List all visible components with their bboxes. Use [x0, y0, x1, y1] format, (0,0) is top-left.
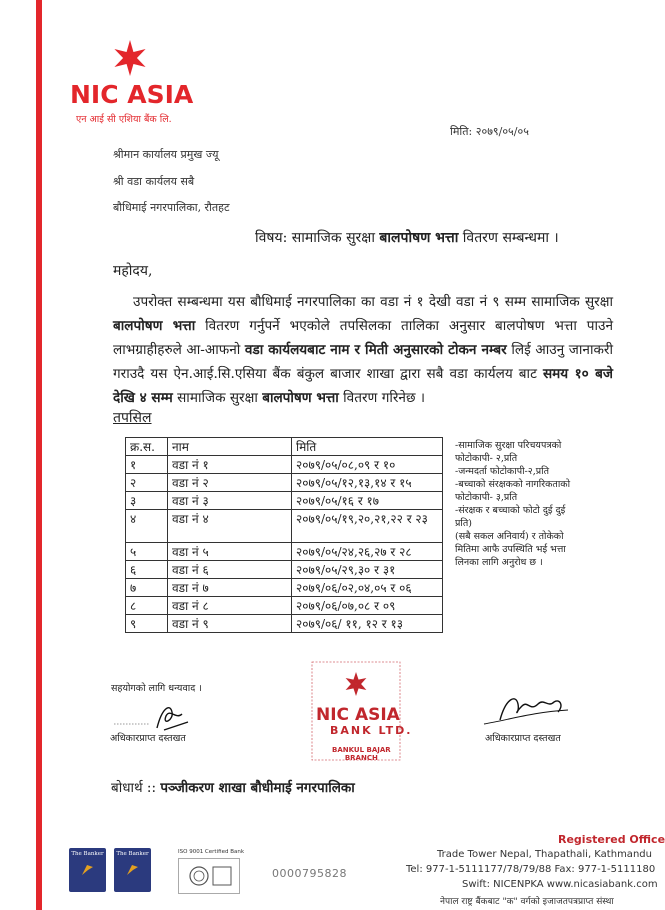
table-row	[126, 474, 443, 492]
right-signature-icon	[478, 690, 578, 732]
cell-name: वडा नं ८	[168, 597, 292, 615]
cell-name: वडा नं ७	[168, 579, 292, 597]
body-bold-4: बालपोषण भत्ता	[262, 390, 339, 406]
logo-name: NIC ASIA	[70, 80, 194, 109]
cell-date: २०७९/०५/२४,२६,२७ र २८	[292, 543, 443, 561]
award-trophy-icon	[80, 862, 95, 877]
cell-date: २०७९/०६/०७,०८ र ०९	[292, 597, 443, 615]
cell-sn: २	[126, 474, 168, 492]
award-trophy-icon	[125, 862, 140, 877]
stamp-bank-ltd: BANK LTD.	[330, 724, 413, 737]
red-margin-bar	[36, 0, 42, 910]
note-item: (सबै सकल अनिवार्य) र तोकेको मितिमा आफै उपस्थिति भई भत्ता लिनका लागि अनुरोध छ ।	[455, 531, 566, 568]
cell-sn: ६	[126, 561, 168, 579]
reg-phone: Tel: 977-1-5111177/78/79/88 Fax: 977-1-5111180	[406, 864, 656, 875]
letter-date: मिति: २०७९/०५/०५	[450, 125, 529, 138]
note-item: -जन्मदर्ता फोटोकापी-२,प्रति	[455, 466, 549, 477]
table-row	[126, 510, 443, 543]
banker-award-badge-2	[114, 848, 151, 892]
cell-sn: १	[126, 456, 168, 474]
logo-star-icon	[110, 38, 150, 78]
bodhartha-line	[111, 778, 355, 796]
stamp-branch-line-2: BRANCH	[344, 754, 378, 762]
cell-name: वडा नं १	[168, 456, 292, 474]
cell-sn: ५	[126, 543, 168, 561]
cell-sn: ७	[126, 579, 168, 597]
recipient-line-3: बौधिमाई नगरपालिका, रौतहट	[113, 201, 230, 214]
cell-date: २०७९/०५/१९,२०,२१,२२ र २३	[292, 510, 443, 543]
bodhartha-prefix: बोधार्थ ::	[111, 780, 157, 796]
recipient-line-2: श्री वडा कार्यलय सबै	[113, 175, 195, 188]
note-item: -संरक्षक र बच्चाको फोटो दुई दुई प्रति)	[455, 505, 566, 529]
subject-suffix: वितरण सम्बन्धमा ।	[462, 230, 559, 246]
body-text-3: लिई आउनु जानाकरी गराउदै यस ऐन.आई.सि.एसिया बैंक बंकुल बाजार शाखा द्वारा सबै वडा कार्यलय बाट	[113, 342, 613, 382]
stamp-branch-line-1: BANKUL BAJAR	[332, 746, 391, 754]
stamp-bank-name: NIC ASIA	[316, 705, 400, 725]
iso-certification-icon	[178, 858, 240, 894]
body-text-1: उपरोक्त सम्बन्धमा यस बौधिमाई नगरपालिका का वडा नं १ देखी वडा नं ९ सम्म सामाजिक सुरक्षा	[133, 294, 613, 310]
cell-name: वडा नं ५	[168, 543, 292, 561]
body-bold-2: वडा कार्यलयबाट नाम र मिती अनुसारको टोकन नम्बर	[244, 342, 507, 358]
distribution-table	[125, 437, 443, 633]
cell-name: वडा नं २	[168, 474, 292, 492]
document-requirements-notes	[455, 439, 573, 569]
header-date: मिति	[292, 438, 443, 456]
bodhartha-bold: पञ्जीकरण शाखा बौधीमाई नगरपालिका	[160, 780, 355, 796]
subject-bold: बालपोषण भत्ता	[379, 230, 459, 246]
header-sn: क्र.स.	[126, 438, 168, 456]
table-row	[126, 492, 443, 510]
cell-sn: ८	[126, 597, 168, 615]
table-row	[126, 561, 443, 579]
serial-number: 0000795828	[272, 867, 347, 880]
salutation: महोदय,	[113, 263, 153, 279]
tapsil-heading: तपसिल	[113, 410, 152, 426]
header-name: नाम	[168, 438, 292, 456]
cell-name: वडा नं ३	[168, 492, 292, 510]
cell-sn: ४	[126, 510, 168, 543]
iso-label: ISO 9001 Certified Bank	[178, 849, 245, 855]
logo-subtitle: एन आई सी एशिया बैंक लि.	[76, 114, 172, 125]
table-row	[126, 543, 443, 561]
cell-date: २०७९/०५/२९,३० र ३१	[292, 561, 443, 579]
cell-date: २०७९/०६/०२,०४,०५ र ०६	[292, 579, 443, 597]
body-bold-1: बालपोषण भत्ता	[113, 318, 196, 334]
table-row	[126, 579, 443, 597]
thanks-line: सहयोगको लागि धन्यवाद ।	[111, 683, 202, 694]
subject-line	[255, 228, 559, 247]
recipient-line-1: श्रीमान कार्यालय प्रमुख ज्यू	[113, 148, 219, 161]
cell-date: २०७९/०५/१२,१३,१४ र १५	[292, 474, 443, 492]
badge-title: The Banker	[71, 851, 104, 857]
reg-license-note: नेपाल राष्ट्र बैंकबाट "क" वर्गको इजाजतपत्रप्राप्त संस्था	[440, 897, 614, 907]
left-signatory-label: अधिकारप्राप्त दस्तखत	[110, 733, 186, 744]
badge-title: The Banker	[116, 851, 149, 857]
cell-sn: ९	[126, 615, 168, 633]
cell-name: वडा नं ९	[168, 615, 292, 633]
cell-date: २०७९/०५/०८,०९ र १०	[292, 456, 443, 474]
body-text-2: वितरण गर्नुपर्ने भएकोले तपसिलका तालिका अनुसार बालपोषण भत्ता पाउने लाभग्राहीहरुले आ-आफनो	[113, 318, 613, 358]
registered-office-title: Registered Office	[558, 833, 665, 846]
banker-award-badge-1	[69, 848, 106, 892]
body-text-5: वितरण गरिनेछ ।	[343, 390, 425, 406]
table-row	[126, 615, 443, 633]
cell-name: वडा नं ६	[168, 561, 292, 579]
body-bold-3: समय १० बजे देखि ४ सम्म	[113, 366, 614, 406]
subject-prefix: विषय: सामाजिक सुरक्षा	[255, 230, 375, 246]
table-header-row	[126, 438, 443, 456]
cell-date: २०७९/०५/१६ र १७	[292, 492, 443, 510]
table-row	[126, 597, 443, 615]
stamp-branch	[332, 746, 391, 762]
note-item: -बच्चाको संरक्षकको नागरिकताको फोटोकापी- ३,प्रति	[455, 479, 571, 503]
cell-date: २०७९/०६/ ११, १२ र १३	[292, 615, 443, 633]
note-item: -सामाजिक सुरक्षा परिचयपत्रको फोटोकापी- २,प्रति	[455, 440, 562, 464]
reg-swift-web: Swift: NICENPKA www.nicasiabank.com	[462, 879, 658, 890]
right-signatory-label: अधिकारप्राप्त दस्तखत	[485, 733, 561, 744]
table-row	[126, 456, 443, 474]
body-text-4: सामाजिक सुरक्षा	[177, 390, 258, 406]
reg-address: Trade Tower Nepal, Thapathali, Kathmandu	[437, 849, 652, 860]
cell-name: वडा नं ४	[168, 510, 292, 543]
body-paragraph	[113, 290, 613, 410]
cell-sn: ३	[126, 492, 168, 510]
